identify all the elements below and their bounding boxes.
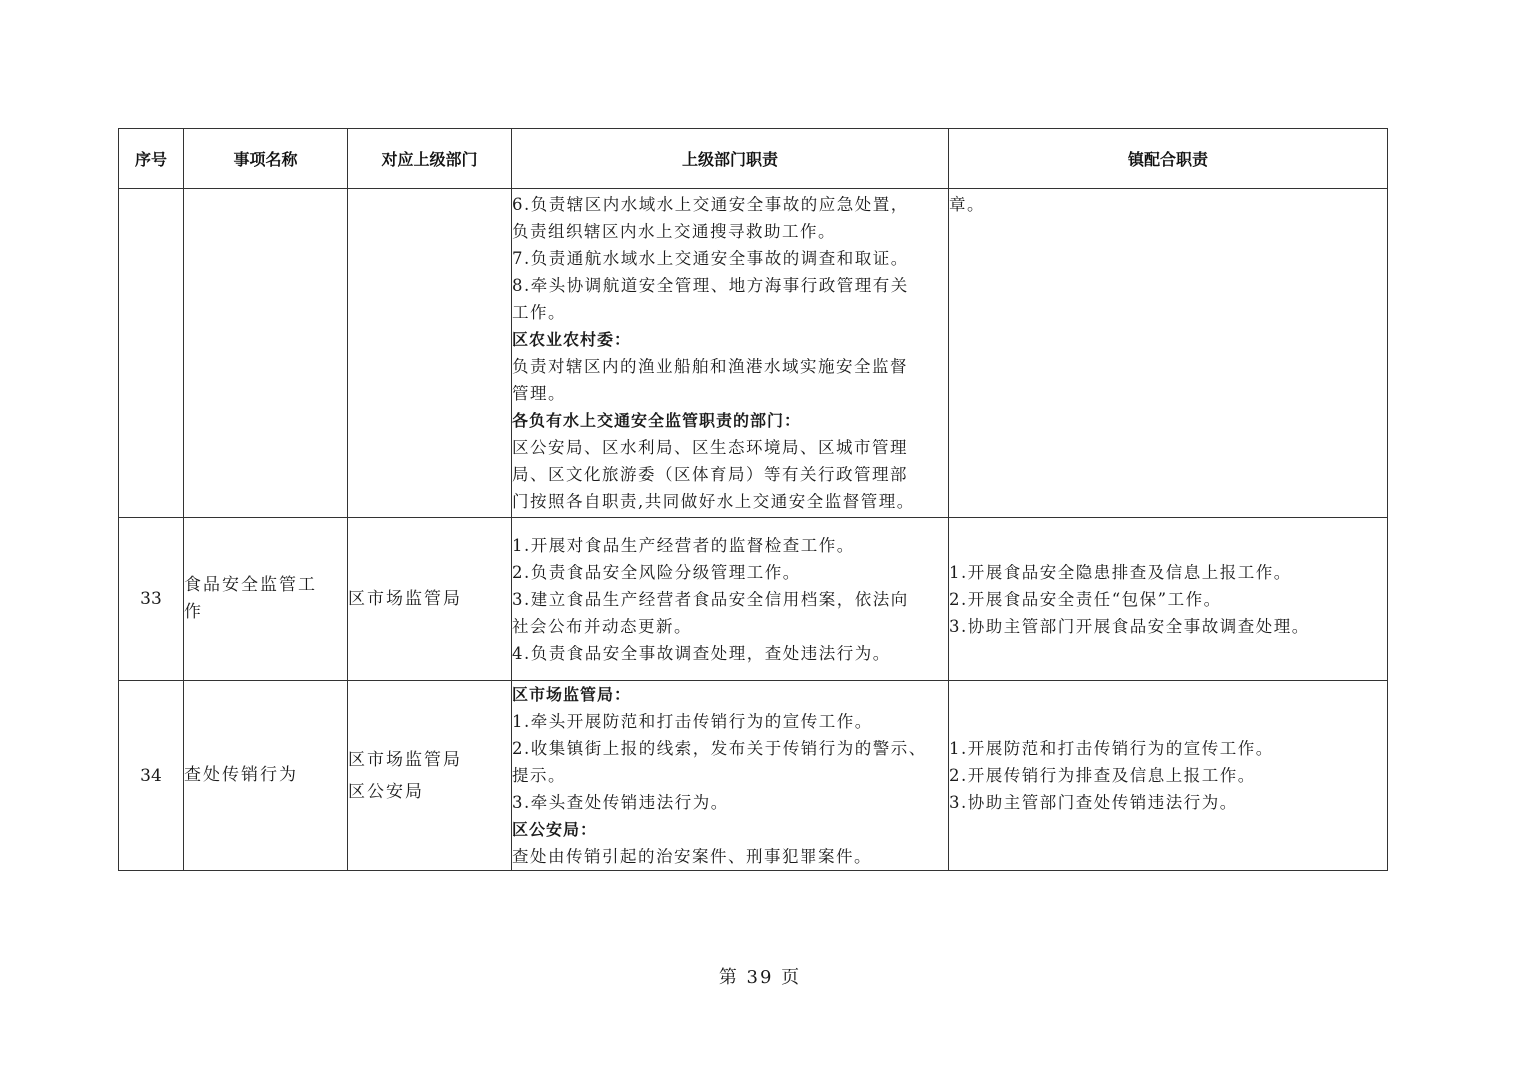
dept-line: 区市场监管局 (348, 589, 462, 609)
duty-line: 查处由传销引起的治安案件、刑事犯罪案件。 (512, 847, 872, 866)
duty-line: 2.负责食品安全风险分级管理工作。 (512, 562, 801, 582)
duty-line: 社会公布并动态更新。 (512, 616, 692, 636)
dept-line: 区公安局 (348, 781, 424, 802)
duty-line: 管理。 (512, 384, 566, 403)
town-duty-line: 3.协助主管部门开展食品安全事故调查处理。 (949, 616, 1310, 636)
duty-table (118, 128, 1388, 871)
cell-upper-duties (512, 518, 949, 681)
item-name-line: 查处传销行为 (184, 765, 298, 785)
header-item-name: 事项名称 (184, 129, 348, 189)
duty-line: 门按照各自职责,共同做好水上交通安全监督管理。 (512, 492, 915, 511)
town-duty-line: 2.开展食品安全责任“包保”工作。 (949, 589, 1222, 609)
header-town-duties: 镇配合职责 (949, 129, 1388, 189)
item-name-line: 作 (184, 602, 203, 622)
cell-item-name (184, 681, 348, 871)
cell-upper-duties (512, 189, 949, 518)
dept-heading-market: 区市场监管局： (512, 685, 632, 704)
table-row-continuation (119, 189, 1388, 518)
town-duty-line: 章。 (949, 195, 985, 214)
dept-heading-agriculture: 区农业农村委： (512, 330, 632, 349)
duty-line: 6.负责辖区内水域水上交通安全事故的应急处置， (512, 195, 909, 214)
duty-line: 3.建立食品生产经营者食品安全信用档案，依法向 (512, 589, 909, 609)
cell-upper-dept (348, 681, 512, 871)
cell-upper-dept (348, 518, 512, 681)
header-seq: 序号 (119, 129, 184, 189)
duty-line: 负责对辖区内的渔业船舶和渔港水域实施安全监督 (512, 357, 908, 376)
town-duty-line: 1.开展食品安全隐患排查及信息上报工作。 (949, 562, 1292, 582)
town-duty-line: 1.开展防范和打击传销行为的宣传工作。 (949, 739, 1274, 758)
cell-town-duties (949, 189, 1388, 518)
duty-line: 工作。 (512, 303, 566, 322)
duty-line: 1.牵头开展防范和打击传销行为的宣传工作。 (512, 712, 873, 731)
dept-heading-water-safety: 各负有水上交通安全监管职责的部门： (512, 411, 802, 430)
cell-item-name (184, 189, 348, 518)
cell-item-name (184, 518, 348, 681)
duty-line: 1.开展对食品生产经营者的监督检查工作。 (512, 535, 855, 555)
cell-seq (119, 189, 184, 518)
duty-line: 3.牵头查处传销违法行为。 (512, 793, 729, 812)
town-duty-line: 2.开展传销行为排查及信息上报工作。 (949, 766, 1256, 785)
item-name-line: 食品安全监管工 (184, 575, 317, 595)
cell-seq: 33 (119, 518, 184, 681)
cell-seq: 34 (119, 681, 184, 871)
duty-line: 4.负责食品安全事故调查处理，查处违法行为。 (512, 643, 891, 663)
cell-upper-dept (348, 189, 512, 518)
dept-heading-police: 区公安局： (512, 820, 598, 839)
cell-town-duties (949, 518, 1388, 681)
duty-line: 7.负责通航水域水上交通安全事故的调查和取证。 (512, 249, 909, 268)
header-upper-dept: 对应上级部门 (348, 129, 512, 189)
dept-line: 区市场监管局 (348, 749, 462, 770)
table-row-33 (119, 518, 1388, 681)
town-duty-line: 3.协助主管部门查处传销违法行为。 (949, 793, 1238, 812)
duty-line: 8.牵头协调航道安全管理、地方海事行政管理有关 (512, 276, 909, 295)
duty-line: 2.收集镇街上报的线索，发布关于传销行为的警示、 (512, 739, 927, 758)
cell-town-duties (949, 681, 1388, 871)
duty-line: 区公安局、区水利局、区生态环境局、区城市管理 (512, 438, 908, 457)
header-upper-duties: 上级部门职责 (512, 129, 949, 189)
header-row (119, 129, 1388, 189)
page-number: 第 39 页 (718, 967, 802, 988)
cell-upper-duties (512, 681, 949, 871)
duty-line: 提示。 (512, 766, 566, 785)
duty-line: 局、区文化旅游委（区体育局）等有关行政管理部 (512, 465, 908, 484)
table-row-34 (119, 681, 1388, 871)
duty-line: 负责组织辖区内水上交通搜寻救助工作。 (512, 222, 836, 241)
